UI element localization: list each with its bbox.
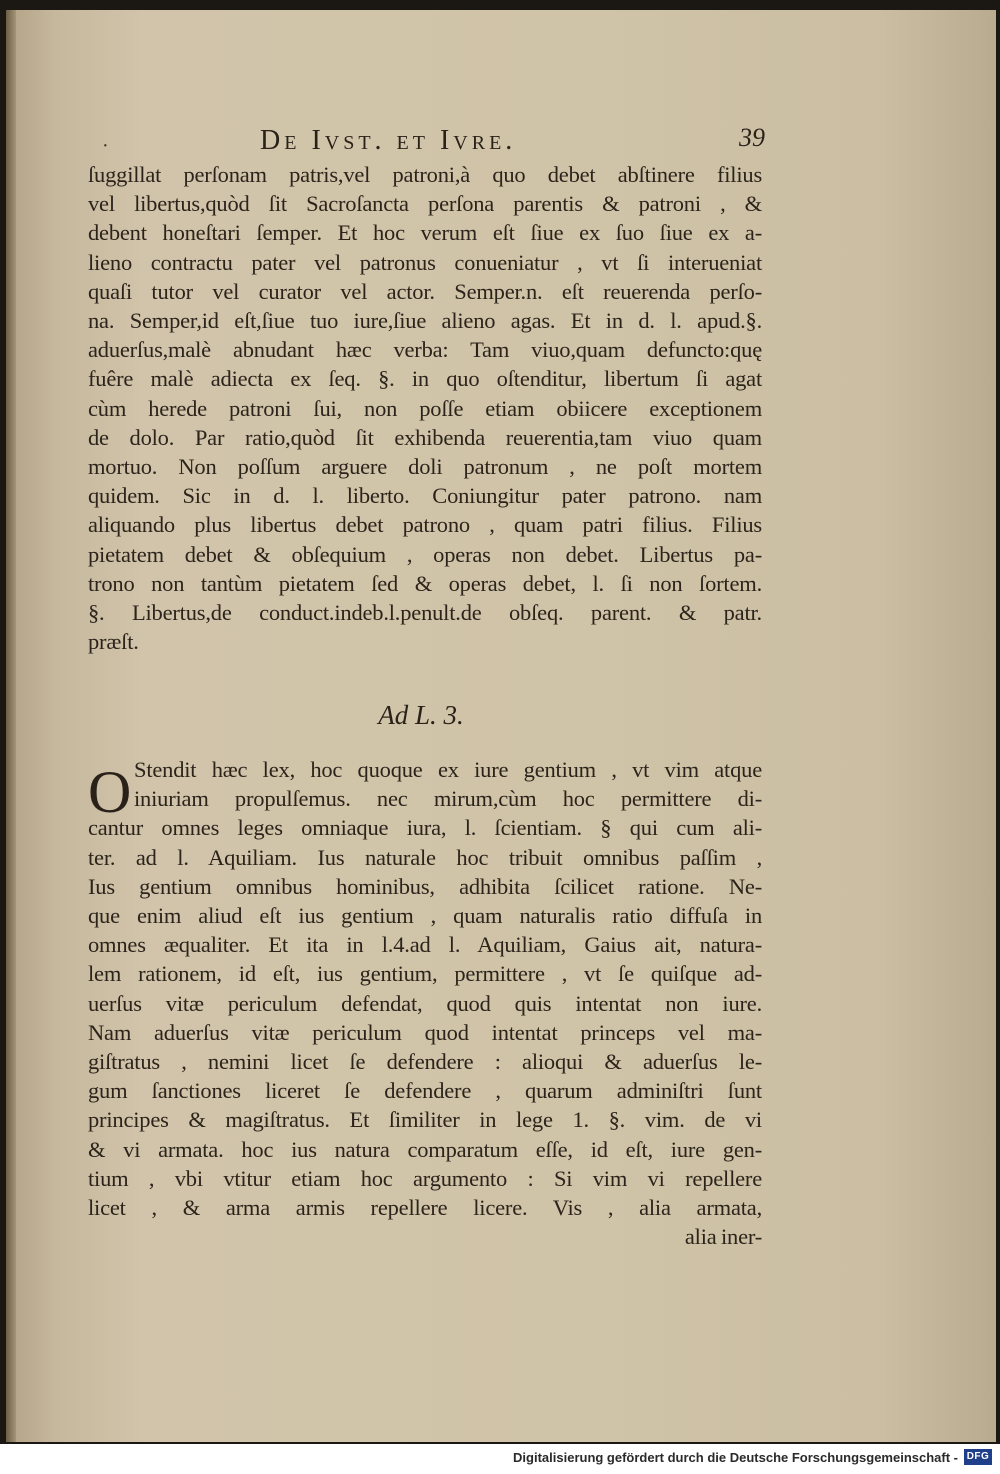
text-line: mortuo. Non poſſum arguere doli patronum , ne poſt mortem (88, 454, 762, 479)
text-line: uerſus vitæ periculum defendat, quod quis intentat non iure. (88, 990, 762, 1016)
text-line: gum ſanctiones liceret ſe defendere , quarum adminiſtri ſunt (88, 1078, 762, 1104)
text-line: lieno contractu pater vel patronus conueniatur , vt ſi interueniat (88, 249, 762, 275)
text-line: na. Semper,id eſt,ſiue tuo iure,ſiue alieno agas. Et in d. l. apud.§. (88, 308, 762, 333)
section-heading: Ad L. 3. (378, 700, 464, 730)
text-line: cantur omnes leges omniaque iura, l. ſcientiam. § qui cum ali- (88, 815, 762, 841)
text-line: tium , vbi vtitur etiam hoc argumento : Si vim vi repellere (88, 1165, 762, 1191)
catchword: alia iner- (684, 1224, 762, 1250)
text-line: debent honeſtari ſemper. Et hoc verum eſt ſiue ex ſuo ſiue ex a- (88, 220, 762, 246)
text-line: vel libertus,quòd ſit Sacroſancta perſona parentis & patroni , & (88, 191, 762, 217)
text-line: licet , & arma armis repellere licere. Vis , alia armata, (88, 1195, 762, 1220)
digitization-footer (0, 1444, 1000, 1474)
text-line: cùm herede patroni ſui, non poſſe etiam obiicere exceptionem (88, 395, 762, 421)
text-line: iniuriam propulſemus. nec mirum,cùm hoc permittere di- (134, 786, 762, 812)
text-line: aliquando plus libertus debet patrono , quam patri filius. Filius (88, 512, 762, 538)
funding-credit: Digitalisierung gefördert durch die Deutsche Forschungsgemeinschaft - (513, 1450, 958, 1465)
text-line: præſt. (88, 629, 139, 655)
running-title: De Ivst. et Ivre. (260, 125, 517, 156)
text-line: omnes æqualiter. Et ita in l.4.ad l. Aquiliam, Gaius ait, natura- (88, 932, 762, 958)
text-line: quaſi tutor vel curator vel actor. Semper.n. eſt reuerenda perſo- (88, 278, 762, 304)
page-number: 39 (739, 123, 765, 152)
text-line: que enim aliud eſt ius gentium , quam naturalis ratio diffuſa in (88, 903, 762, 928)
text-line: trono non tantùm pietatem ſed & operas debet, l. ſi non ſortem. (88, 570, 762, 596)
drop-capital: O (88, 759, 132, 825)
text-line: de dolo. Par ratio,quòd ſit exhibenda reuerentia,tam viuo quam (88, 424, 762, 450)
text-line: & vi armata. hoc ius natura comparatum eſſe, id eſt, iure gen- (88, 1136, 762, 1162)
text-line: quidem. Sic in d. l. liberto. Coniungitur pater patrono. nam (88, 483, 762, 509)
dfg-logo: DFG (964, 1449, 992, 1465)
book-page (6, 10, 996, 1442)
text-line: Nam aduerſus vitæ periculum quod intentat princeps vel ma- (88, 1019, 762, 1045)
text-line: giſtratus , nemini licet ſe defendere : alioqui & aduerſus le- (88, 1049, 762, 1074)
text-line: pietatem debet & obſequium , operas non debet. Libertus pa- (88, 541, 762, 567)
text-line: fuêre malè adiecta ex ſeq. §. in quo oſtenditur, libertum ſi agat (88, 366, 762, 392)
text-line: ſuggillat perſonam patris,vel patroni,à quo debet abſtinere filius (88, 162, 762, 187)
text-line: Stendit hæc lex, hoc quoque ex iure gentium , vt vim atque (134, 757, 762, 782)
header-mark: · (102, 135, 109, 157)
text-line: Ius gentium omnibus hominibus, adhibita ſcilicet ratione. Ne- (88, 873, 762, 899)
text-line: §. Libertus,de conduct.indeb.l.penult.de obſeq. parent. & patr. (88, 600, 762, 625)
text-line: aduerſus,malè abnudant hæc verba: Tam viuo,quam defuncto:quę (88, 337, 762, 363)
text-line: ter. ad l. Aquiliam. Ius naturale hoc tribuit omnibus paſſim , (88, 844, 762, 870)
text-line: lem rationem, id eſt, ius gentium, permittere , vt ſe quiſque ad- (88, 961, 762, 987)
page-header (6, 121, 996, 161)
text-line: principes & magiſtratus. Et ſimiliter in lege 1. §. vim. de vi (88, 1107, 762, 1133)
